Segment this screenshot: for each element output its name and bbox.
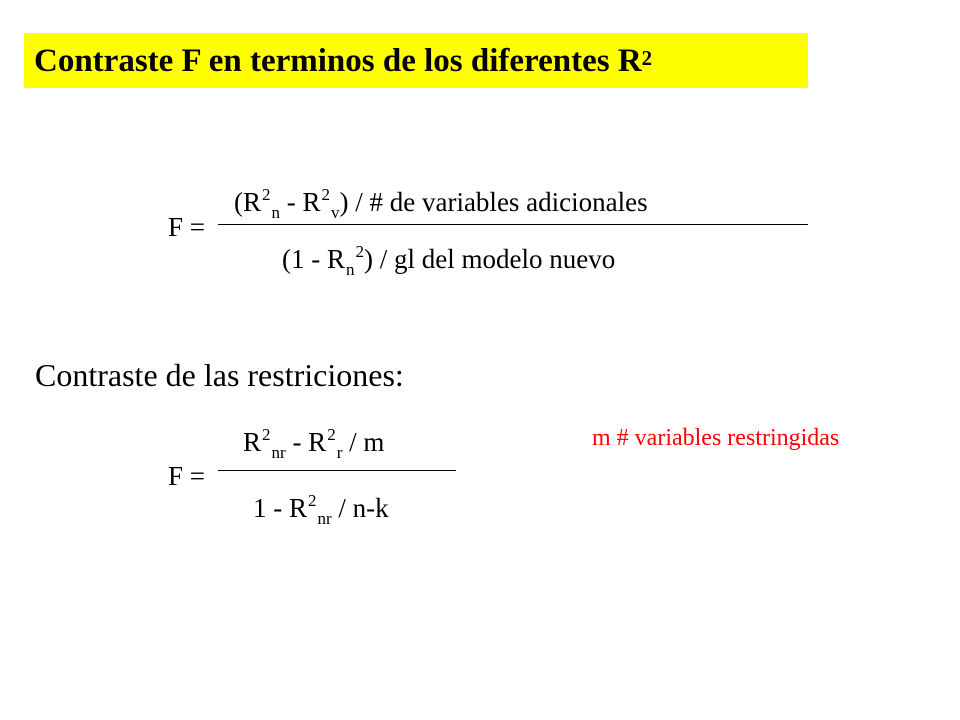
formula1-num-sub2: v xyxy=(331,203,340,222)
formula2-fraction-line xyxy=(218,470,456,471)
formula1-denominator xyxy=(282,243,615,279)
formula1-den-part2: ) / gl del modelo nuevo xyxy=(364,244,616,274)
formula1-fraction-line xyxy=(218,224,808,225)
title-banner xyxy=(24,33,808,88)
formula2-num-sub2: r xyxy=(336,443,343,462)
formula2-den-sub1: nr xyxy=(317,509,332,528)
formula2-numerator xyxy=(243,426,384,462)
restricted-variables-note: m # variables restringidas xyxy=(592,425,840,451)
formula1-num-part2: - R xyxy=(280,187,321,217)
formula1-num-sub1: n xyxy=(271,203,280,222)
formula1-numerator xyxy=(234,186,648,222)
formula1-num-sup2: 2 xyxy=(321,185,330,204)
slide-title xyxy=(34,41,652,84)
formula1-num-part3: ) / # de variables adicionales xyxy=(339,187,648,217)
formula2-den-part2: / n-k xyxy=(331,493,389,523)
formula2-num-part2: - R xyxy=(285,427,327,457)
formula2-lhs: F = xyxy=(168,461,205,491)
formula2-num-sup1: 2 xyxy=(262,425,271,444)
slide-title-text: Contraste F en terminos de los diferentes R xyxy=(34,43,642,79)
section2-heading: Contraste de las restriciones: xyxy=(35,357,404,393)
formula2-num-part3: / m xyxy=(342,427,385,457)
formula1-lhs: F = xyxy=(168,212,205,242)
formula1-num-sup1: 2 xyxy=(262,185,271,204)
formula1-den-sub1: n xyxy=(346,260,355,279)
formula2-den-sup1: 2 xyxy=(308,491,317,510)
formula2-num-part1: R xyxy=(243,427,262,457)
formula2-num-sup2: 2 xyxy=(327,425,336,444)
formula2-den-part1: 1 - R xyxy=(253,493,307,523)
formula2-denominator xyxy=(253,492,389,528)
formula1-den-sup1: 2 xyxy=(355,242,364,261)
slide-title-superscript: 2 xyxy=(641,46,653,70)
formula1-num-part1: (R xyxy=(234,187,261,217)
formula1-den-part1: (1 - R xyxy=(282,244,345,274)
formula2-num-sub1: nr xyxy=(271,443,286,462)
